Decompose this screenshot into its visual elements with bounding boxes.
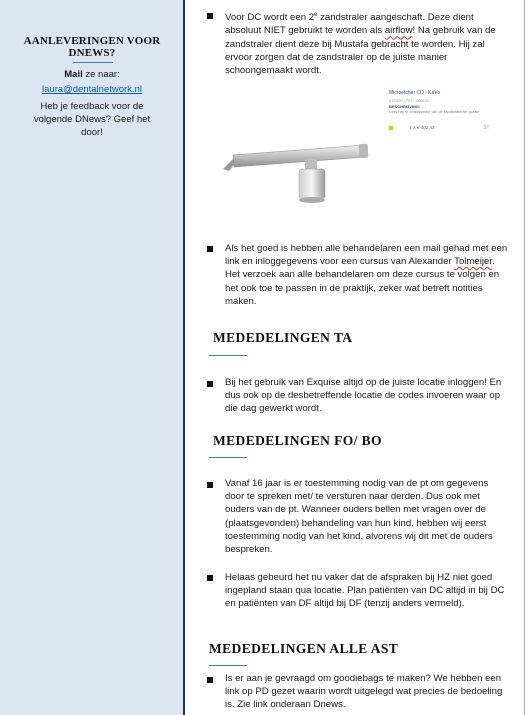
microetcher-image [219, 89, 375, 221]
heading-alle-ast: MEDEDELINGEN ALLE AST [209, 641, 399, 656]
sidebar-feedback: Heb je feedback voor de volgende DNews? Geef het door! [33, 101, 151, 138]
shaft [233, 145, 366, 167]
mail-suffix: ze naar: [82, 69, 120, 80]
bullet [207, 677, 213, 683]
bullet [207, 13, 213, 19]
mail-label: Mail [64, 69, 83, 80]
heading-ta: MEDEDELINGEN TA [213, 330, 353, 345]
product-price: 1 X € 402,43 [409, 125, 435, 130]
page-right-border [524, 0, 525, 715]
paragraph-fobo-1: Vanaf 16 jaar is er toestemming nodig van de pt om gegevens door te spreken met/ te versturen naar derden. Dus ook met ouders van de pt. Wanneer ouders bellen met vragen over de (plaatsgevonden) behandeling van hun kind, hebben wij eerst toestemming nodig van het kind, alvorens wij dit met de ouders bespreken. [225, 478, 493, 556]
sidebar-title-line2: DNEWS? [68, 47, 116, 59]
cursus-p2: . Het verzoek aan alle behandelaren om deze cursus te volgen en het ook toe te passen in de praktijk, zeker wat betreft notities maken. [225, 256, 500, 307]
bullet [207, 575, 213, 581]
stock-indicator [389, 126, 393, 130]
paragraph-cursus [225, 242, 509, 308]
zand-airflow: airflow [384, 25, 413, 37]
powder-cup [299, 169, 325, 199]
sidebar-title-line1: AANLEVERINGEN VOOR [23, 35, 161, 47]
connector [305, 159, 317, 169]
product-description: Direct op te ontkoppelen van de zandstraler/ke positie [389, 110, 480, 114]
zand-p2: zandstraler aangeschaft. Deze dient absoluut NIET gebruikt te worden als [225, 12, 474, 37]
paragraph-fobo-2: Helaas gebeurd het nu vaker dat de afspraken bij HZ niet goed ingepland staan qua locatie. Plan patiënten van DC altijd in bij DC en patiënten van DF altijd bij DF (tenzij anders vermeld). [225, 572, 505, 610]
cursus-p1: Als het goed is hebben alle behandelaren een mail gehad met een link en inloggegevens voor een cursus van Alexander [225, 243, 508, 268]
product-info [387, 89, 507, 149]
zand-p3: ! Na gebruik van de zandstraler dient deze bij Mustafa gebracht te worden. Hij zal ervoor zorgen dat de zandstraler op de juiste manier schoongemaakt wordt. [225, 25, 496, 76]
sidebar-rule [73, 62, 113, 63]
heading-fobo: MEDEDELINGEN FO/ BO [213, 433, 382, 448]
bullet [207, 381, 213, 387]
sidebar-mail-line [14, 69, 170, 81]
paragraph-zandstraler [225, 9, 509, 77]
heading-alle-rule [209, 665, 247, 666]
sidebar-divider [183, 0, 185, 715]
paragraph-alle-ast: Is er aan je gevraagd om goodiebags te maken? We hebben een link op PD gezet waarin wordt uitgelegd wat precies de bedoeling is. Zie link onderaan Dnews. [225, 673, 503, 711]
product-title: Microetcher CD - KaVo [389, 90, 441, 96]
zand-p1: Voor DC wordt een 2 [225, 12, 315, 24]
cup-base [299, 197, 325, 203]
heading-fobo-rule [209, 457, 247, 458]
sidebar-title [14, 35, 170, 59]
heading-ta-rule [209, 355, 247, 356]
zand-sup: e [314, 12, 318, 18]
product-code: Z12000 | 707 - 400100 [389, 98, 430, 103]
email-link[interactable]: laura@dentalnetwork.nl [42, 84, 142, 95]
bullet [207, 482, 213, 488]
paragraph-ta: Bij het gebruik van Exquise altijd op de juiste locatie inloggen! En dus ook op de desbetreffende locatie de codes invoeren waar op die dag gewerkt wordt. [225, 377, 502, 415]
shaft-end [359, 144, 369, 159]
cursus-name: Tolmeijer [454, 256, 493, 268]
bullet [207, 246, 213, 252]
product-unit: ST [483, 125, 490, 131]
product-label: BESCHRIJVING: [389, 104, 421, 109]
